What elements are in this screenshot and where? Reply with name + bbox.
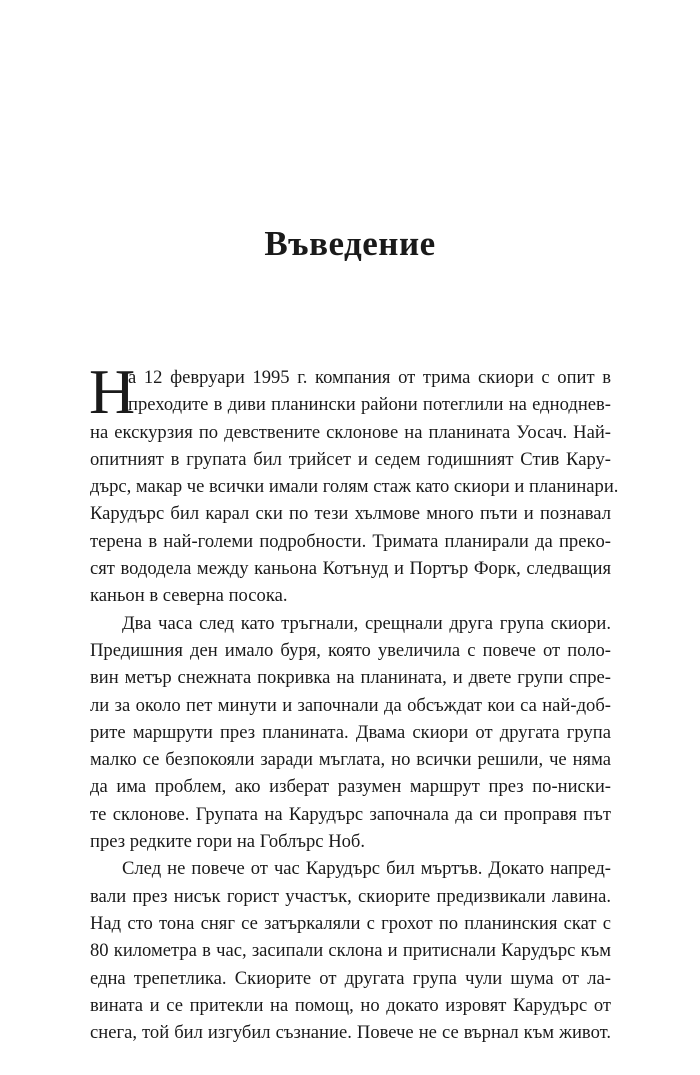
text-line: дърс, макар че всички имали голям стаж като скиори и планинари. — [90, 476, 619, 498]
chapter-title: Въведение — [264, 224, 436, 263]
text-line: Карудърс бил карал ски по тези хълмове много пъти и познавал — [90, 503, 611, 525]
text-line: каньон в северна посока. — [90, 585, 288, 607]
paragraph-1 — [89, 356, 619, 610]
text-line: След не повече от час Карудърс бил мъртъв. Докато напред- — [122, 858, 611, 880]
text-line: 80 километра в час, засипали склона и притиснали Карудърс към — [90, 940, 611, 962]
text-line: вин метър снежната покривка на планината, и двете групи спре- — [90, 667, 611, 689]
text-line: сят вододела между каньона Котънуд и Портър Форк, следващия — [90, 558, 611, 580]
text-line: ли за около пет минути и започнали да обсъждат кои са най-доб- — [90, 694, 611, 716]
text-line: а 12 февруари 1995 г. компания от трима скиори с опит в — [128, 367, 611, 388]
text-line: преходите в диви планински райони потеглили на едноднев- — [128, 394, 611, 416]
text-line: на екскурзия по девствените склонове на планината Уосач. Най- — [90, 421, 611, 443]
text-line: вали през нисък горист участък, скиорите предизвикали лавина. — [90, 885, 611, 907]
text-line: малко се безпокояли заради мъглата, но всички решили, че няма — [90, 749, 611, 771]
text-line: опитният в групата бил трийсет и седем годишният Стив Кару- — [90, 448, 611, 470]
text-line: вината и се притекли на помощ, но докато изровят Карудърс от — [90, 994, 611, 1016]
paragraph-2 — [90, 610, 611, 856]
text-line: да има проблем, ако изберат разумен маршрут през по-ниски- — [90, 776, 611, 798]
text-line: терена в най-големи подробности. Тримата планирали да прекo- — [90, 530, 611, 552]
text-line: Над сто тона сняг се затъркаляли с грохот по планинския скат с — [90, 912, 611, 934]
text-line: Предишния ден имало буря, която увеличила с повече от поло- — [90, 639, 611, 661]
text-line: една трепетлика. Скиорите от другата група чули шума от ла- — [90, 967, 611, 989]
text-line: рите маршрути през планината. Двама скиори от другата група — [90, 721, 611, 743]
text-line: през редките гори на Гоблърс Ноб. — [90, 831, 366, 853]
text-line: Два часа след като тръгнали, срещнали друга група скиори. — [122, 612, 611, 634]
drop-cap: Н — [89, 356, 136, 427]
text-line: те склонове. Групата на Карудърс започнала да си проправя път — [90, 803, 611, 825]
body-text — [89, 356, 619, 1046]
paragraph-3 — [90, 855, 611, 1046]
text-line: снега, той бил изгубил съзнание. Повече не се върнал към живот. — [90, 1022, 611, 1044]
